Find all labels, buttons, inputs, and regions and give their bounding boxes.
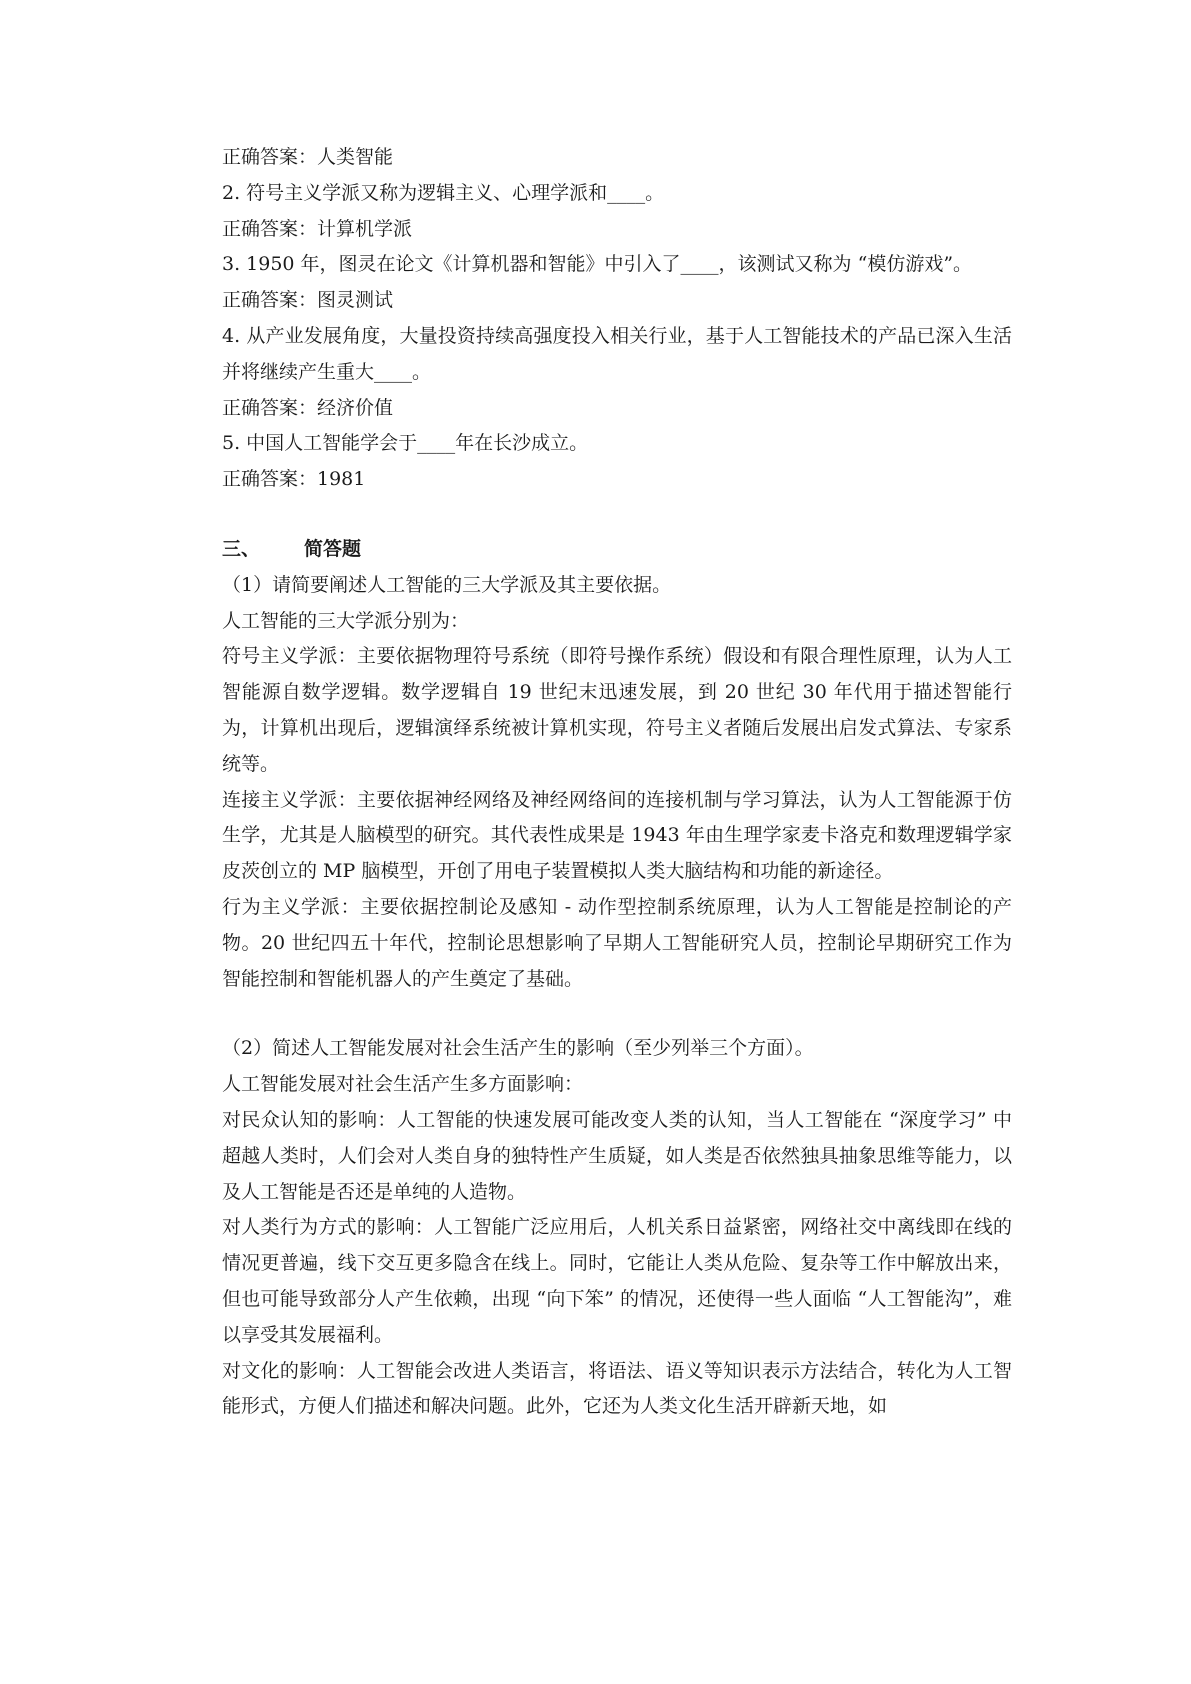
answer-4: 正确答案：经济价值 — [222, 396, 394, 419]
answer-2: 正确答案：计算机学派 — [222, 217, 413, 240]
question-2: 2. 符号主义学派又称为逻辑主义、心理学派和____。 — [222, 181, 665, 204]
short-answer-1-intro: 人工智能的三大学派分别为： — [222, 609, 470, 632]
question-3: 3. 1950 年，图灵在论文《计算机器和智能》中引入了____，该测试又称为 “模仿游戏”。 — [222, 253, 973, 276]
page-content — [222, 140, 1012, 1425]
short-answer-1-symbolism: 符号主义学派：主要依据物理符号系统（即符号操作系统）假设和有限合理性原理，认为人工智能源自数学逻辑。数学逻辑自 19 世纪末迅速发展，到 20 世纪 30 年代用于描述智能行为，计算机出现后，逻辑演绎系统被计算机实现，符号主义者随后发展出启发式算法、专家系统等。 — [222, 645, 1012, 775]
section-title: 简答题 — [304, 537, 362, 560]
short-answer-1-connectionism: 连接主义学派：主要依据神经网络及神经网络间的连接机制与学习算法，认为人工智能源于仿生学，尤其是人脑模型的研究。其代表性成果是 1943 年由生理学家麦卡洛克和数理逻辑学家皮茨创立的 MP 脑模型，开创了用电子装置模拟人类大脑结构和功能的新途径。 — [222, 788, 1012, 883]
question-4: 4. 从产业发展角度，大量投资持续高强度投入相关行业，基于人工智能技术的产品已深入生活并将继续产生重大____。 — [222, 324, 1012, 383]
short-answer-2-intro: 人工智能发展对社会生活产生多方面影响： — [222, 1073, 584, 1096]
short-answer-1-behaviorism: 行为主义学派：主要依据控制论及感知 - 动作型控制系统原理，认为人工智能是控制论的产物。20 世纪四五十年代，控制论思想影响了早期人工智能研究人员，控制论早期研究工作为智能控制和智能机器人的产生奠定了基础。 — [222, 895, 1012, 990]
section-spacer — [222, 498, 1012, 532]
section-heading — [222, 532, 1012, 568]
answer-1: 正确答案：人类智能 — [222, 146, 394, 168]
question-spacer — [222, 997, 1012, 1031]
short-question-2: （2）简述人工智能发展对社会生活产生的影响（至少列举三个方面）。 — [222, 1037, 814, 1060]
question-5: 5. 中国人工智能学会于____年在长沙成立。 — [222, 432, 589, 455]
short-answer-2-behavior: 对人类行为方式的影响：人工智能广泛应用后，人机关系日益紧密，网络社交中离线即在线的情况更普遍，线下交互更多隐含在线上。同时，它能让人类从危险、复杂等工作中解放出来，但也可能导致部分人产生依赖，出现 “向下笨” 的情况，还使得一些人面临 “人工智能沟”，难以享受其发展福利。 — [222, 1216, 1012, 1346]
answer-5: 正确答案：1981 — [222, 468, 366, 491]
short-answer-2-cognition: 对民众认知的影响：人工智能的快速发展可能改变人类的认知，当人工智能在 “深度学习” 中超越人类时，人们会对人类自身的独特性产生质疑，如人类是否依然独具抽象思维等能力，以及人工智能是否还是单纯的人造物。 — [222, 1108, 1012, 1203]
section-number: 三、 — [222, 537, 261, 560]
short-answer-2-culture: 对文化的影响：人工智能会改进人类语言，将语法、语义等知识表示方法结合，转化为人工智能形式，方便人们描述和解决问题。此外，它还为人类文化生活开辟新天地，如 — [222, 1359, 1012, 1418]
answer-3: 正确答案：图灵测试 — [222, 289, 394, 312]
short-question-1: （1）请简要阐述人工智能的三大学派及其主要依据。 — [222, 573, 672, 596]
